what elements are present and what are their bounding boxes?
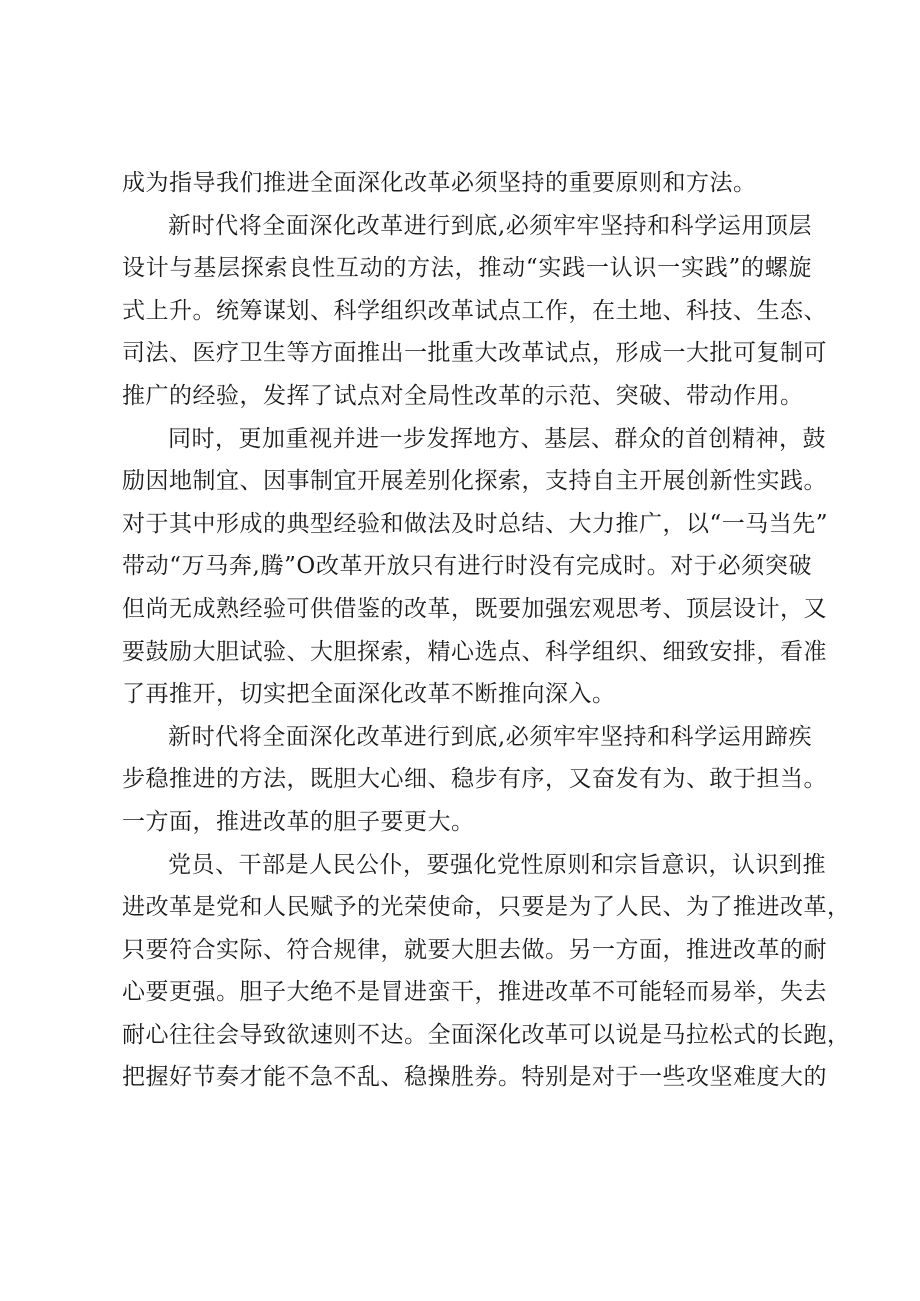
paragraph-start-line: 新时代将全面深化改革进行到底,必须牢牢坚持和科学运用顶层 (168, 212, 812, 239)
text-line: 但尚无成熟经验可供借鉴的改革，既要加强宏观思考、顶层设计，又 (122, 595, 827, 622)
paragraph-start-line: 党员、干部是人民公仆，要强化党性原则和宗旨意识，认识到推 (168, 851, 826, 878)
text-line: 励因地制宜、因事制宜开展差别化探索，支持自主开展创新性实践。 (122, 468, 827, 495)
text-line: 把握好节奏才能不急不乱、稳操胜券。特别是对于一些攻坚难度大的 (122, 1064, 827, 1091)
text-line: 进改革是党和人民赋予的光荣使命，只要是为了人民、为了推进改革， (122, 894, 851, 921)
text-line: 司法、医疗卫生等方面推出一批重大改革试点，形成一大批可复制可 (122, 340, 827, 367)
body-text (122, 162, 851, 1099)
text-line: 步稳推进的方法，既胆大心细、稳步有序，又奋发有为、敢于担当。 (122, 766, 827, 793)
text-line: 了再推开，切实把全面深化改革不断推向深入。 (122, 681, 616, 708)
text-line: 推广的经验，发挥了试点对全局性改革的示范、突破、带动作用。 (122, 382, 804, 409)
text-line: 耐心往往会导致欲速则不达。全面深化改革可以说是马拉松式的长跑， (122, 1021, 851, 1048)
text-line: 要鼓励大胆试验、大胆探索，精心选点、科学组织、细致安排，看准 (122, 638, 827, 665)
paragraph-start-line: 同时，更加重视并进一步发挥地方、基层、群众的首创精神，鼓 (168, 425, 826, 452)
text-line: 只要符合实际、符合规律，就要大胆去做。另一方面，推进改革的耐 (122, 936, 827, 963)
text-line: 成为指导我们推进全面深化改革必须坚持的重要原则和方法。 (122, 170, 757, 196)
text-line: 一方面，推进改革的胆子要更大。 (122, 808, 475, 835)
paragraph-start-line: 新时代将全面深化改革进行到底,必须牢牢坚持和科学运用蹄疾 (168, 723, 812, 750)
text-line: 心要更强。胆子大绝不是冒进蛮干，推进改革不可能轻而易举，失去 (122, 979, 827, 1006)
text-line: 对于其中形成的典型经验和做法及时总结、大力推广，以“一马当先” (122, 510, 829, 537)
text-line: 式上升。统筹谋划、科学组织改革试点工作，在土地、科技、生态、 (122, 297, 827, 324)
text-line: 设计与基层探索良性互动的方法，推动“实践一认识一实践”的螺旋 (122, 255, 812, 282)
text-line: 带动“万马奔,腾”O改革开放只有进行时没有完成时。对于必须突破 (122, 553, 812, 580)
